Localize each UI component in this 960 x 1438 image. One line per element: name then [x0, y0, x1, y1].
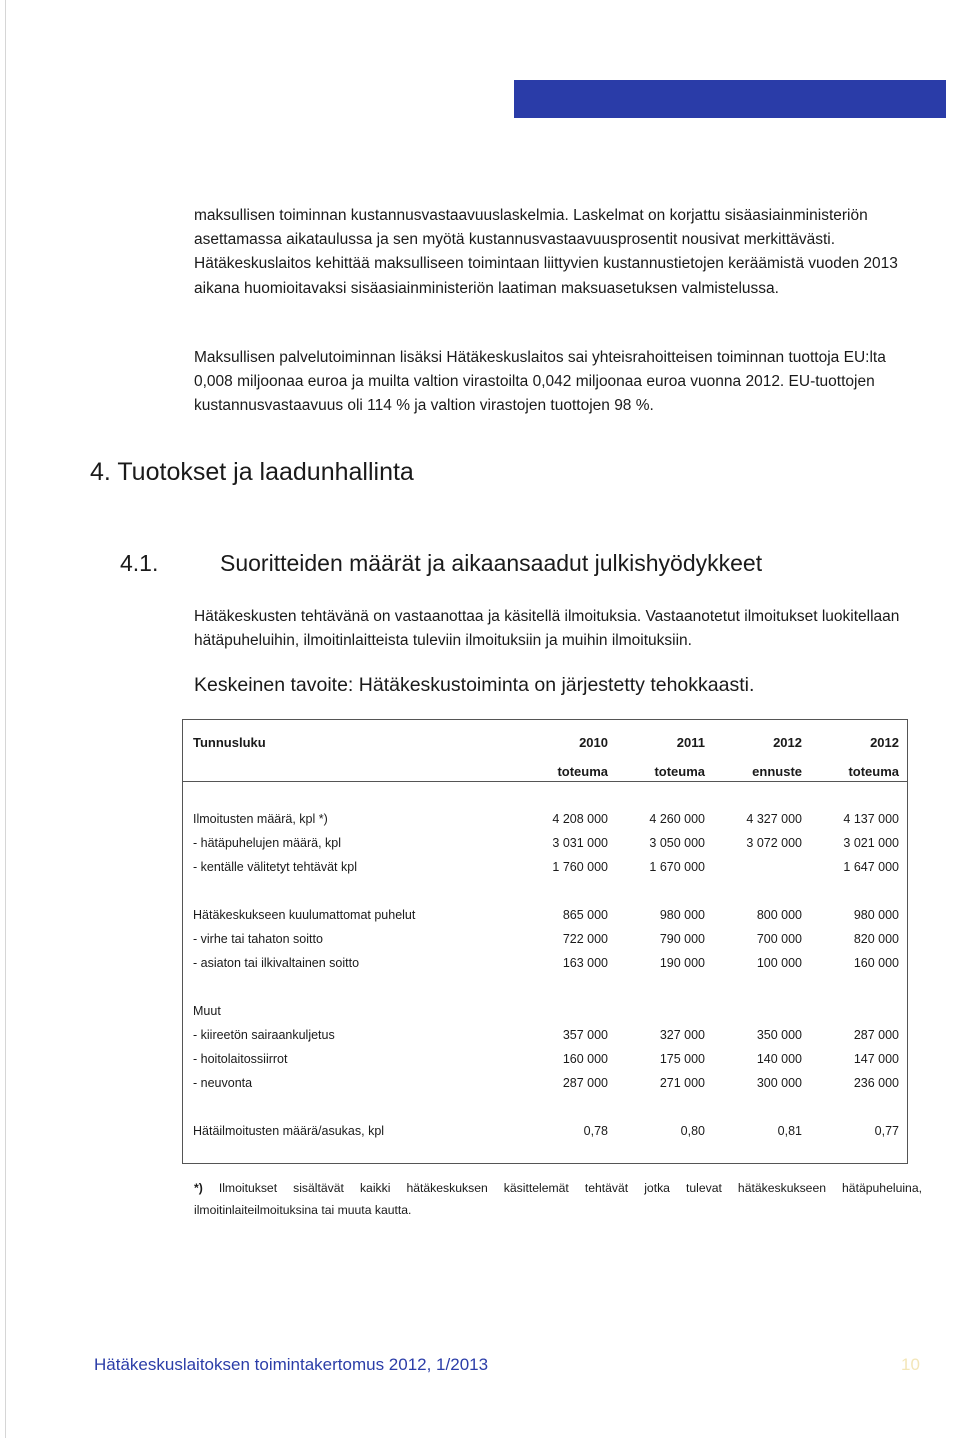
subsection-number: 4.1. [120, 550, 159, 576]
indicator-table [182, 719, 908, 1164]
table-row: Hätäkeskukseen kuulumattomat puhelut 865 000 980 000 800 000 980 000 [193, 908, 899, 922]
table-header-type-2011: toteuma [654, 764, 705, 779]
paragraph-cost-calculations: maksullisen toiminnan kustannusvastaavuuslaskelmia. Laskelmat on korjattu sisäasiainministeriön asettamassa aikataulussa ja sen myötä kustannusvastaavuusprosentit nousivat merkittävästi. Hätäkeskuslaitos kehittää maksulliseen toimintaan liittyvien kustannustietojen keräämistä vuoden 2013 aikana huomioitavaksi sisäasiainministeriön laatiman maksuasetuksen valmistelussa. [194, 207, 898, 297]
table-footnote [194, 1177, 922, 1221]
table-row: - neuvonta 287 000 271 000 300 000 236 000 [193, 1076, 899, 1090]
table-row: Muut [193, 1004, 221, 1018]
footer-title: Hätäkeskuslaitoksen toimintakertomus 2012, 1/2013 [94, 1355, 489, 1374]
paragraph-co-financing: Maksullisen palvelutoiminnan lisäksi Hätäkeskuslaitos sai yhteisrahoitteisen toiminnan tuottoja EU:lta 0,008 miljoonaa euroa ja muilta valtion virastoilta 0,042 miljoonaa euroa vuonna 2012. EU-tuottojen kustannusvastaavuus oli 114 % ja valtion virastojen tuottojen 98 %. [194, 349, 886, 415]
section-heading: 4. Tuotokset ja laadunhallinta [90, 458, 414, 486]
table-header-year-2012-actual: 2012 [870, 735, 899, 750]
paragraph-emergency-centres: Hätäkeskusten tehtävänä on vastaanottaa ja käsitellä ilmoituksia. Vastaanotetut ilmoitukset luokitellaan hätäpuheluihin, ilmoitinlaitteista tuleviin ilmoituksiin ja muihin ilmoituksiin. [194, 608, 900, 650]
table-header-type-2012-actual: toteuma [848, 764, 899, 779]
table-row: Ilmoitusten määrä, kpl *) 4 208 000 4 260 000 4 327 000 4 137 000 [193, 812, 899, 826]
table-row: - hoitolaitossiirrot 160 000 175 000 140 000 147 000 [193, 1052, 899, 1066]
table-row: - kiireetön sairaankuljetus 357 000 327 000 350 000 287 000 [193, 1028, 899, 1042]
table-row: Hätäilmoitusten määrä/asukas, kpl 0,78 0,80 0,81 0,77 [193, 1124, 899, 1138]
table-header-type-2010: toteuma [557, 764, 608, 779]
page-number: 10 [901, 1355, 920, 1374]
table-row: - virhe tai tahaton soitto 722 000 790 000 700 000 820 000 [193, 932, 899, 946]
table-row: - asiaton tai ilkivaltainen soitto 163 000 190 000 100 000 160 000 [193, 956, 899, 970]
subsection-title: Suoritteiden määrät ja aikaansaadut julkishyödykkeet [220, 550, 763, 576]
table-row: - hätäpuhelujen määrä, kpl 3 031 000 3 050 000 3 072 000 3 021 000 [193, 836, 899, 850]
header-color-bar [514, 80, 946, 118]
table-header-year-2012-forecast: 2012 [773, 735, 802, 750]
table-header-label: Tunnusluku [193, 735, 266, 750]
table-row: - kentälle välitetyt tehtävät kpl 1 760 000 1 670 000 1 647 000 [193, 860, 899, 874]
footnote-mark: *) [194, 1181, 203, 1195]
table-header-divider [183, 781, 907, 782]
subsection-heading [120, 550, 762, 577]
footnote-text: Ilmoitukset sisältävät kaikki hätäkeskuksen käsittelemät tehtävät jotka tulevat hätäkeskukseen hätäpuheluina, ilmoitinlaiteilmoituksina tai muuta kautta. [194, 1181, 922, 1217]
table-header-type-2012-forecast: ennuste [752, 764, 802, 779]
table-header-year-2011: 2011 [676, 735, 705, 750]
key-goal: Keskeinen tavoite: Hätäkeskustoiminta on järjestetty tehokkaasti. [194, 674, 755, 696]
table-header-year-2010: 2010 [579, 735, 608, 750]
left-margin-rule [5, 0, 6, 1438]
